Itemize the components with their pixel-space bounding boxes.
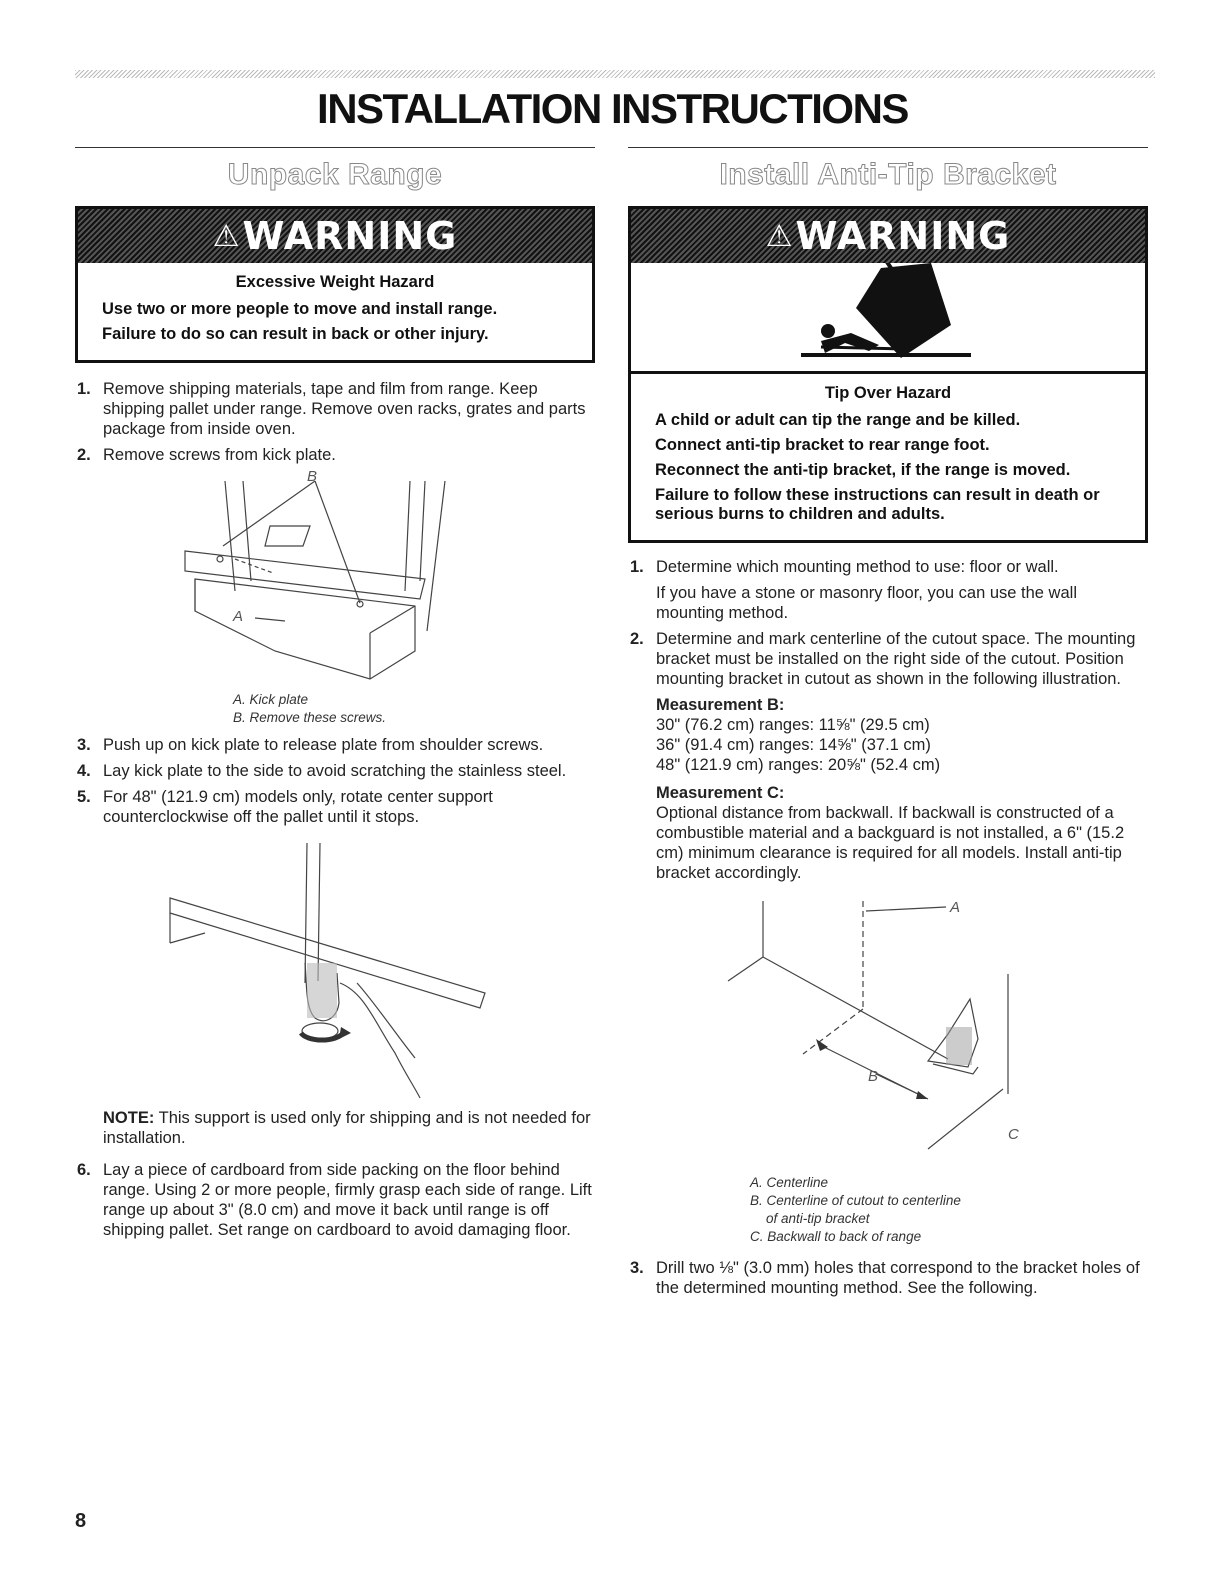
caption-line: B. Remove these screws. [233,710,387,725]
bracket-shading [946,1027,972,1065]
page-title: INSTALLATION INSTRUCTIONS [317,85,908,132]
warning-box-tip [628,206,1148,543]
tip-over-icon [631,263,1145,371]
step-text: Lay a piece of cardboard from side packing on the floor behind range. Using 2 or more people, firmly grasp each side of range. Lift range up about 3" (8.0 cm) and move it back until range is off shipping pallet. Set range on cardboard to avoid damaging floor. [103,1161,592,1239]
step-number: 2. [77,446,91,464]
measurement-b-title: Measurement B: [656,696,785,714]
step-text: For 48" (121.9 cm) models only, rotate center support counterclockwise off the pallet until it stops. [103,788,493,826]
measurement-b-line: 30" (76.2 cm) ranges: 11⅝" (29.5 cm) [656,716,930,734]
caption-line: A. Kick plate [233,692,309,707]
right-column-rule [628,147,1148,148]
step-text: Drill two ⅛" (3.0 mm) holes that correspond to the bracket holes of the determined mounting method. See the following. [656,1259,1140,1297]
kick-plate-figure [75,471,595,691]
top-pattern-band [75,70,1155,78]
list-item [628,1258,1148,1298]
warning-line: Failure to follow these instructions can result in death or serious burns to children and adults. [655,486,1100,523]
list-item [628,629,1148,883]
list-item [628,557,1148,623]
kick-plate-illustration [75,471,595,691]
steps-list-b [75,735,595,827]
steps-list-right [628,557,1148,883]
section-title-unpack: Unpack Range [227,158,443,191]
warning-body [78,263,592,360]
warning-header [78,209,592,263]
warning-line: Connect anti-tip bracket to rear range foot. [655,436,990,454]
list-item [75,787,595,827]
step-number: 1. [77,380,91,398]
figure-label-c: C [1008,1126,1019,1143]
step-number: 6. [77,1161,91,1179]
anti-tip-bracket-figure [628,889,1148,1174]
step-number: 2. [630,630,644,648]
warning-line: A child or adult can tip the range and be killed. [655,411,1021,429]
center-support-figure [75,833,595,1108]
warning-line: Failure to do so can result in back or other injury. [102,325,489,343]
section-title-anti-tip: Install Anti-Tip Bracket [719,158,1057,191]
figure-label-b: B [307,471,318,485]
warning-label: WARNING [795,214,1011,258]
list-item [75,1160,595,1240]
caption-line: C. Backwall to back of range [750,1229,922,1244]
step-text: Push up on kick plate to release plate from shoulder screws. [103,736,544,754]
page-number: 8 [75,1510,87,1532]
step-text: Determine and mark centerline of the cutout space. The mounting bracket must be installed on the right side of the cutout. Position mounting bracket in cutout as shown in the following illustration. [656,630,1136,688]
measurement-b-line: 36" (91.4 cm) ranges: 14⅝" (37.1 cm) [656,736,931,754]
anti-tip-bracket-illustration [628,889,1148,1174]
warning-hazard: Tip Over Hazard [824,384,952,402]
center-support-illustration [75,833,595,1108]
warning-triangle-icon: ⚠ [765,218,794,254]
right-column [628,147,1148,1304]
arrow-head-icon [916,1091,928,1099]
step-number: 1. [630,558,644,576]
warning-body [631,374,1145,540]
step-text: Remove screws from kick plate. [103,446,336,464]
note-label: NOTE: [103,1109,155,1127]
steps-list-a [75,379,595,465]
measurement-c-title: Measurement C: [656,784,785,802]
warning-line: Use two or more people to move and install range. [102,300,498,318]
warning-triangle-icon: ⚠ [212,218,241,254]
list-item [75,445,595,465]
caption-line: B. Centerline of cutout to centerline [750,1193,961,1208]
warning-hazard: Excessive Weight Hazard [235,273,435,291]
note-paragraph [75,1108,595,1148]
step-text: Remove shipping materials, tape and film from range. Keep shipping pallet under range. Remove oven racks, grates and parts package from inside oven. [103,380,586,438]
list-item [75,761,595,781]
arrow-head-icon [339,1027,351,1039]
warning-box-weight [75,206,595,363]
step-number: 5. [77,788,91,806]
warning-line: Reconnect the anti-tip bracket, if the range is moved. [655,461,1071,479]
measurement-c-text: Optional distance from backwall. If backwall is constructed of a combustible material and a backguard is not installed, a 6" (15.2 cm) minimum clearance is required for all models. Install anti-tip bracket accordingly. [656,804,1125,882]
step-subtext: If you have a stone or masonry floor, you can use the wall mounting method. [656,584,1077,622]
note-text: This support is used only for shipping and is not needed for installation. [103,1109,591,1147]
list-item [75,379,595,439]
step-number: 4. [77,762,91,780]
warning-header [631,209,1145,263]
figure-label-b: B [868,1068,879,1085]
tip-over-pictogram [631,263,1145,374]
left-column [75,147,595,1246]
step-number: 3. [77,736,91,754]
figure-label-a: A [950,899,961,916]
figure-caption [233,691,595,727]
arrow-head-icon [816,1039,828,1051]
warning-label: WARNING [242,214,458,258]
support-post-shading [307,963,337,1018]
caption-line: of anti-tip bracket [766,1211,870,1226]
figure-caption [750,1174,1148,1246]
step-text: Lay kick plate to the side to avoid scratching the stainless steel. [103,762,567,780]
measurement-b-line: 48" (121.9 cm) ranges: 20⅝" (52.4 cm) [656,756,941,774]
left-column-rule [75,147,595,148]
caption-line: A. Centerline [750,1175,829,1190]
figure-label-a: A [233,608,244,625]
steps-list-c [75,1160,595,1240]
list-item [75,735,595,755]
steps-list-right-b [628,1258,1148,1298]
step-number: 3. [630,1259,644,1277]
step-text: Determine which mounting method to use: floor or wall. [656,558,1059,576]
